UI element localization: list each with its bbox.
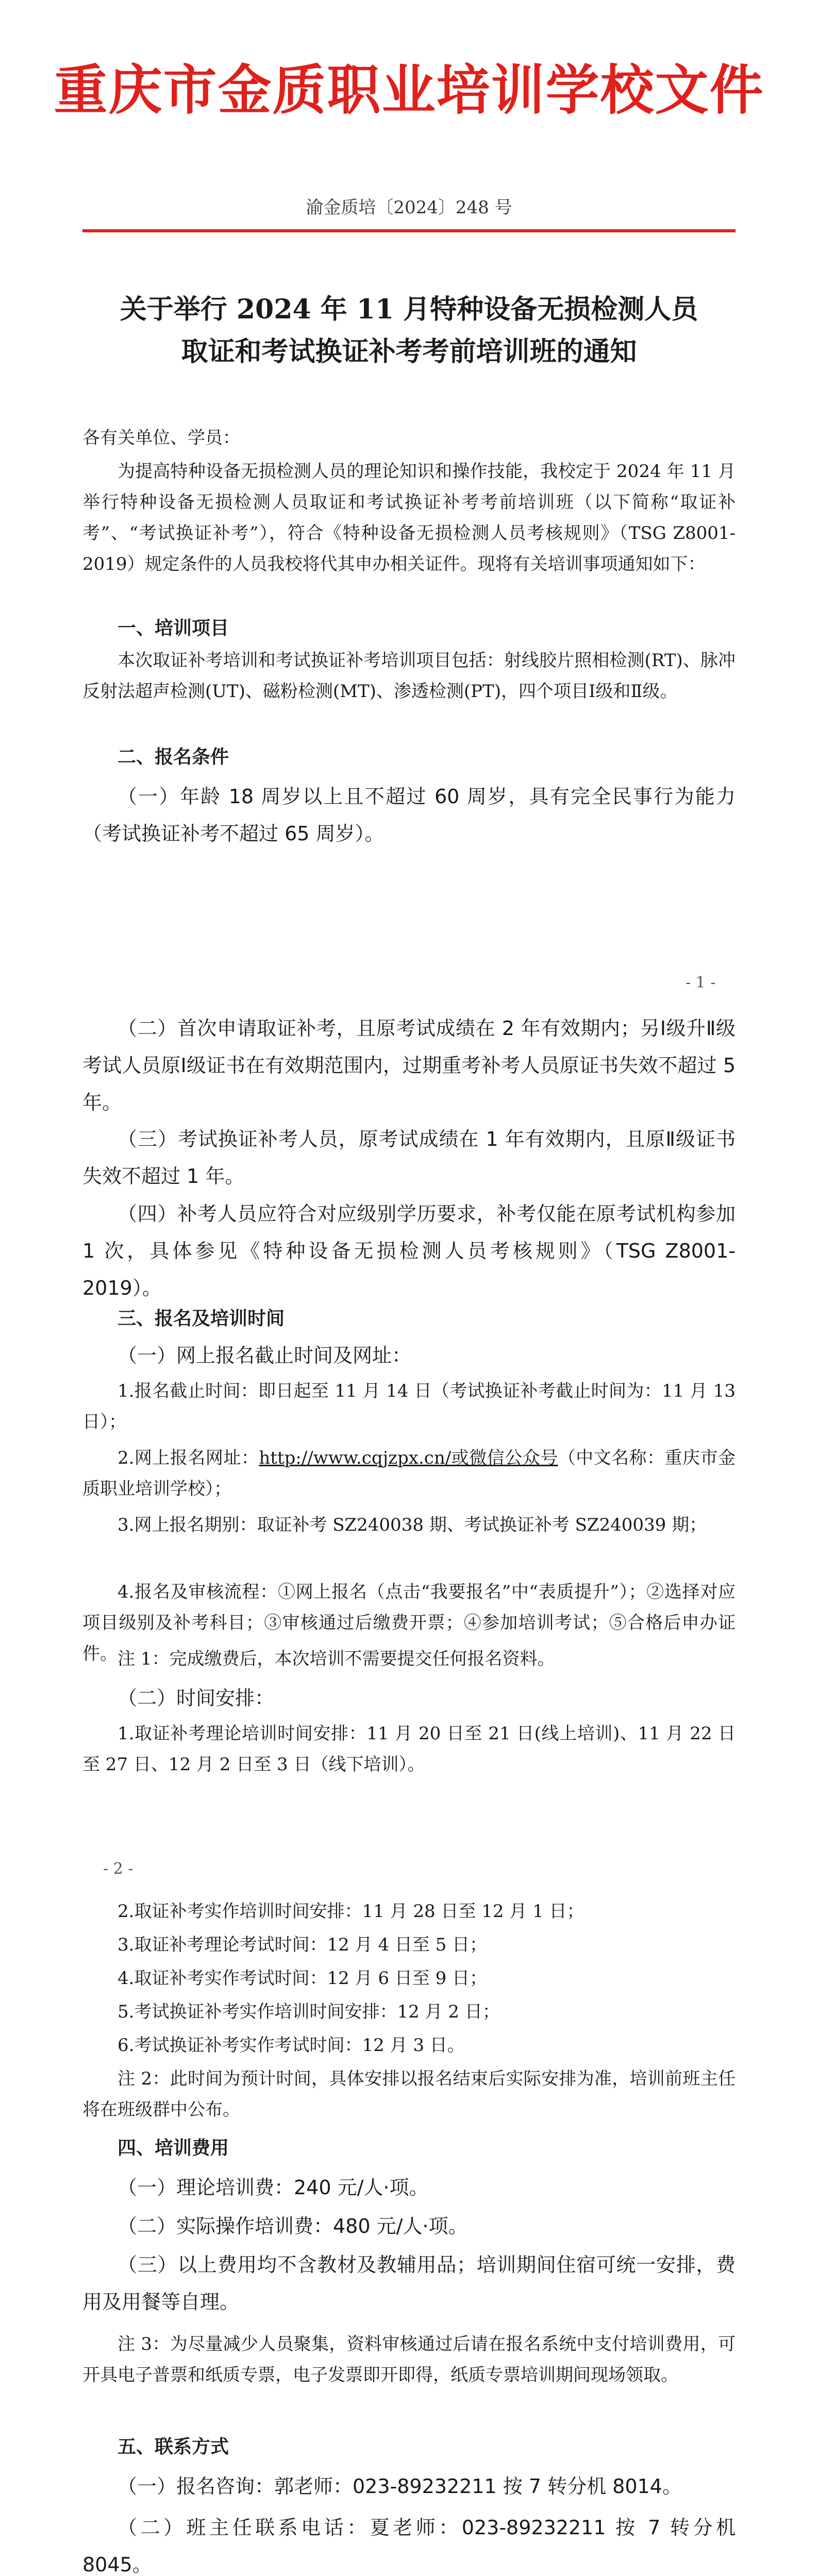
schedule-item-3: 3.取证补考理论考试时间：12 月 4 日至 5 日； (118, 1935, 488, 1955)
schedule-item-4: 4.取证补考实作考试时间：12 月 6 日至 9 日； (118, 1968, 488, 1989)
registration-subheading: （一）网上报名截止时间及网址： (118, 1344, 412, 1367)
intro-paragraph: 为提高特种设备无损检测人员的理论知识和操作技能，我校定于 2024 年 11 月举行特种设备无损检测人员取证和考试换证补考考前培训班（以下简称“取证补考”、“考试换证补考”），符合《特种设备无损检测人员考核规则》（TSG Z8001-2019）规定条件的人员我校将代其申办相关证件。现将有关培训事项通知如下： (82, 461, 736, 574)
salutation: 各有关单位、学员： (82, 428, 240, 448)
schedule-item-1: 1.取证补考理论培训时间安排：11 月 20 日至 21 日(线上培训)、11 月 22 日至 27 日、12 月 2 日至 3 日（线下培训）。 (82, 1723, 736, 1775)
wechat-account-link[interactable]: 或微信公众号 (451, 1448, 558, 1468)
eligibility-item-2: （二）首次申请取证补考，且原考试成绩在 2 年有效期内；另Ⅰ级升Ⅱ级考试人员原Ⅰ级证书在有效期范围内，过期重考补考人员原证书失效不超过 5 年。 (82, 1017, 736, 1114)
schedule-item-2: 2.取证补考实作培训时间安排：11 月 28 日至 12 月 1 日； (118, 1901, 585, 1922)
eligibility-item-3: （三）考试换证补考人员，原考试成绩在 1 年有效期内，且原Ⅱ级证书失效不超过 1 年。 (82, 1128, 736, 1188)
eligibility-item-4: （四）补考人员应符合对应级别学历要求，补考仅能在原考试机构参加 1 次，具体参见《特种设备无损检测人员考核规则》（TSG Z8001-2019）。 (82, 1202, 736, 1299)
page-number: - 1 - (686, 974, 716, 992)
section-2-heading: 二、报名条件 (118, 747, 229, 768)
header-red-divider (82, 229, 736, 232)
note-2: 注 2：此时间为预计时间，具体安排以报名结束后实际安排为准，培训前班主任将在班级群中公布。 (82, 2069, 736, 2120)
section-1-text: 本次取证补考培训和考试换证补考培训项目包括：射线胶片照相检测(RT)、脉冲反射法超声检测(UT)、磁粉检测(MT)、渗透检测(PT)，四个项目Ⅰ级和Ⅱ级。 (82, 650, 736, 702)
registration-steps: 4.报名及审核流程：①网上报名（点击“我要报名”中“表质提升”）；②选择对应项目级别及补考科目；③审核通过后缴费开票；④参加培训考试；⑤合格后申办证件。 (82, 1582, 736, 1664)
note-1: 注 1：完成缴费后，本次培训不需要提交任何报名资料。 (118, 1649, 555, 1669)
document-number: 渝金质培〔2024〕248 号 (306, 197, 512, 218)
registration-url-link[interactable]: http://www.cqjzpx.cn/ (259, 1448, 452, 1468)
section-4-heading: 四、培训费用 (118, 2138, 229, 2159)
schedule-subheading: （二）时间安排： (118, 1687, 275, 1709)
contact-item-1: （一）报名咨询：郭老师：023-89232211 按 7 转分机 8014。 (118, 2475, 682, 2498)
section-3-heading: 三、报名及培训时间 (118, 1308, 285, 1329)
fee-item-2: （二）实际操作培训费：480 元/人·项。 (118, 2215, 468, 2238)
schedule-item-6: 6.考试换证补考实作考试时间：12 月 3 日。 (118, 2035, 465, 2056)
registration-period: 3.网上报名期别：取证补考 SZ240038 期、考试换证补考 SZ240039 期； (118, 1515, 707, 1535)
note-3: 注 3：为尽量减少人员聚集，资料审核通过后请在报名系统中支付培训费用，可开具电子普票和纸质专票，电子发票即开即得，纸质专票培训期间现场领取。 (82, 2334, 736, 2385)
fee-item-3: （三）以上费用均不含教材及教辅用品；培训期间住宿可统一安排，费用及用餐等自理。 (82, 2253, 736, 2313)
contact-item-2: （二）班主任联系电话：夏老师：023-89232211 按 7 转分机 8045。 (82, 2516, 736, 2576)
document-header-title: 重庆市金质职业培训学校文件 (54, 59, 764, 122)
notice-title-line-1: 关于举行 2024 年 11 月特种设备无损检测人员 (120, 294, 698, 325)
registration-deadline: 1.报名截止时间：即日起至 11 月 14 日（考试换证补考截止时间为：11 月 13 日）； (82, 1381, 736, 1432)
section-5-heading: 五、联系方式 (118, 2436, 229, 2458)
section-1-heading: 一、培训项目 (118, 618, 229, 639)
schedule-item-5: 5.考试换证补考实作培训时间安排：12 月 2 日； (118, 2002, 500, 2022)
registration-url-paragraph (82, 1443, 736, 1504)
page-number: - 2 - (103, 1860, 133, 1878)
eligibility-item-1: （一）年龄 18 周岁以上且不超过 60 周岁，具有完全民事行为能力（考试换证补考不超过 65 周岁）。 (82, 785, 736, 845)
registration-url-prefix: 2.网上报名网址： (118, 1448, 259, 1468)
notice-title-line-2: 取证和考试换证补考考前培训班的通知 (181, 336, 637, 367)
registration-url-tail: （中文名称：重庆市金质职业培训学校）； (82, 1448, 736, 1499)
fee-item-1: （一）理论培训费：240 元/人·项。 (118, 2176, 429, 2199)
